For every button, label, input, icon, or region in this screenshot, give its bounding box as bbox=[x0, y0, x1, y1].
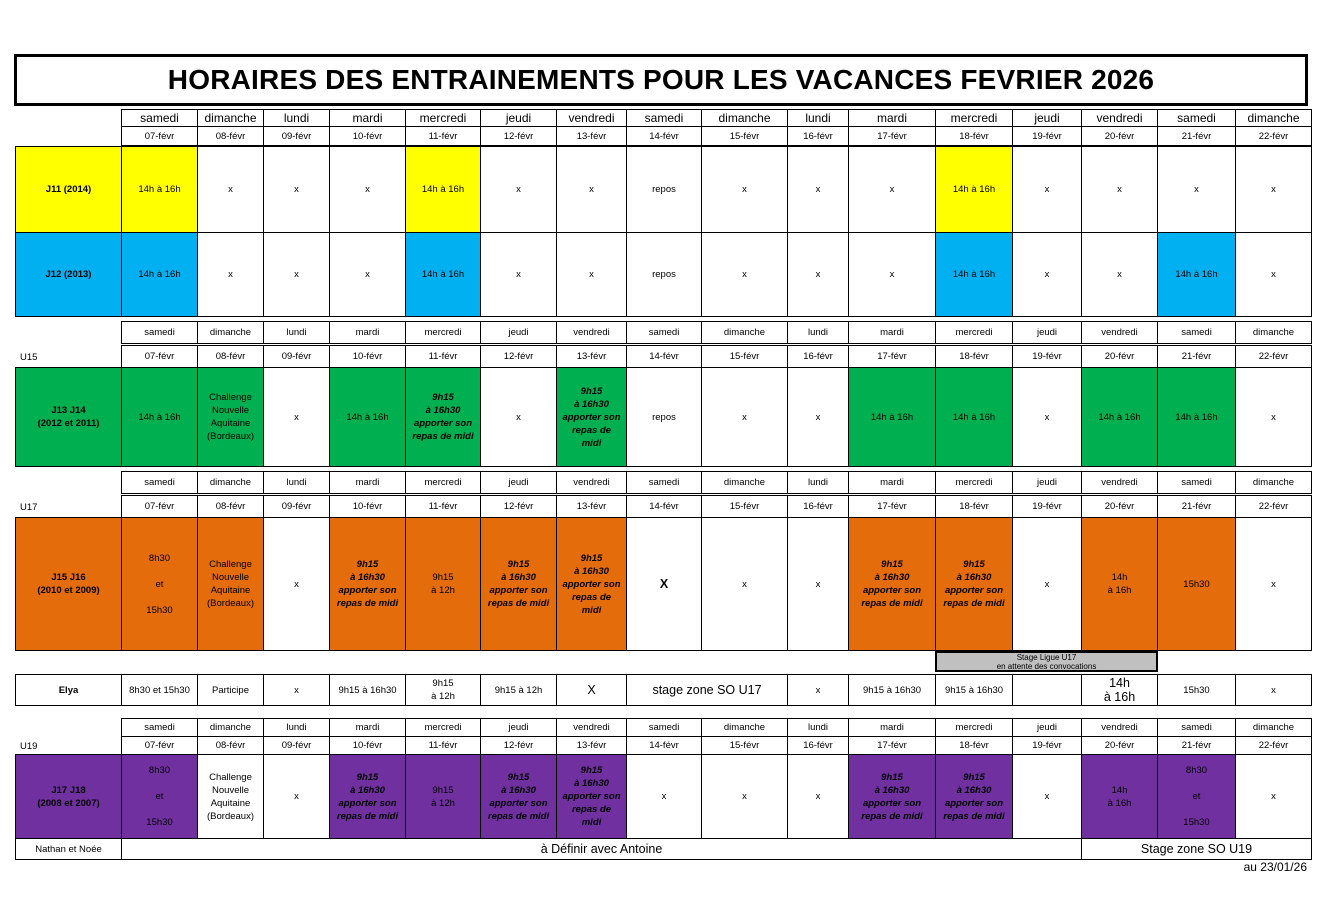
schedule-cell: stage zone SO U17 bbox=[626, 674, 788, 706]
day-header: mardi bbox=[329, 109, 406, 127]
date-header: 17-févr bbox=[848, 126, 936, 146]
day-header: lundi bbox=[263, 109, 330, 127]
schedule-cell: x bbox=[1235, 517, 1312, 651]
day-header: samedi bbox=[121, 109, 198, 127]
day-header: samedi bbox=[1157, 471, 1236, 494]
schedule-cell: x bbox=[263, 754, 330, 839]
group-label: U15 bbox=[20, 352, 38, 363]
date-header: 12-févr bbox=[480, 495, 557, 518]
day-header: lundi bbox=[263, 321, 330, 344]
team-label: J13 J14 (2012 et 2011) bbox=[15, 367, 122, 467]
schedule-cell: x bbox=[701, 232, 788, 317]
group-label: U17 bbox=[20, 502, 38, 513]
date-header: 10-févr bbox=[329, 126, 406, 146]
schedule-cell: x bbox=[480, 367, 557, 467]
day-header: mercredi bbox=[935, 109, 1013, 127]
date-header: 15-févr bbox=[701, 495, 788, 518]
date-header: 08-févr bbox=[197, 736, 264, 755]
team-label: J15 J16 (2010 et 2009) bbox=[15, 517, 122, 651]
date-header: 07-févr bbox=[121, 736, 198, 755]
day-header: mardi bbox=[848, 321, 936, 344]
day-header: mercredi bbox=[405, 321, 481, 344]
date-header: 19-févr bbox=[1012, 345, 1082, 368]
day-header: samedi bbox=[121, 471, 198, 494]
date-header: 09-févr bbox=[263, 736, 330, 755]
schedule-cell: 14h à 16h bbox=[1081, 754, 1158, 839]
day-header: dimanche bbox=[1235, 321, 1312, 344]
date-header: 13-févr bbox=[556, 495, 627, 518]
schedule-cell: X bbox=[626, 517, 702, 651]
day-header: mardi bbox=[329, 471, 406, 494]
day-header: dimanche bbox=[1235, 718, 1312, 737]
day-header: lundi bbox=[787, 109, 849, 127]
day-header: dimanche bbox=[701, 109, 788, 127]
date-header: 11-févr bbox=[405, 345, 481, 368]
day-header: mardi bbox=[848, 109, 936, 127]
schedule-cell: 14h à 16h bbox=[121, 232, 198, 317]
day-header: dimanche bbox=[1235, 471, 1312, 494]
schedule-cell: 9h15 à 16h30 apporter son repas de midi bbox=[480, 517, 557, 651]
date-header: 17-févr bbox=[848, 345, 936, 368]
date-header: 20-févr bbox=[1081, 345, 1158, 368]
day-header: vendredi bbox=[1081, 321, 1158, 344]
schedule-cell: 15h30 bbox=[1157, 674, 1236, 706]
date-header: 11-févr bbox=[405, 736, 481, 755]
schedule-cell: x bbox=[848, 232, 936, 317]
date-header: 16-févr bbox=[787, 495, 849, 518]
group-label: U19 bbox=[20, 740, 38, 752]
day-header: lundi bbox=[787, 718, 849, 737]
day-header: jeudi bbox=[1012, 718, 1082, 737]
schedule-cell: x bbox=[1012, 146, 1082, 233]
date-header: 21-févr bbox=[1157, 495, 1236, 518]
schedule-note: à Définir avec Antoine bbox=[121, 838, 1082, 860]
schedule-cell: x bbox=[263, 232, 330, 317]
schedule-cell: 14h à 16h bbox=[1081, 674, 1158, 706]
schedule-cell: 9h15 à 12h bbox=[480, 674, 557, 706]
schedule-cell: 9h15 à 16h30 bbox=[329, 674, 406, 706]
schedule-cell: 9h15 à 12h bbox=[405, 517, 481, 651]
player-label: Nathan et Noée bbox=[15, 838, 122, 860]
schedule-cell: 8h30 et 15h30 bbox=[1157, 754, 1236, 839]
day-header: mardi bbox=[329, 321, 406, 344]
date-header: 08-févr bbox=[197, 126, 264, 146]
update-date: au 23/01/26 bbox=[1243, 860, 1307, 874]
schedule-cell: Challenge Nouvelle Aquitaine (Bordeaux) bbox=[197, 754, 264, 839]
date-header: 10-févr bbox=[329, 495, 406, 518]
date-header: 22-févr bbox=[1235, 126, 1312, 146]
team-label: J17 J18 (2008 et 2007) bbox=[15, 754, 122, 839]
schedule-cell: x bbox=[787, 367, 849, 467]
date-header: 07-févr bbox=[121, 345, 198, 368]
schedule-cell: Participe bbox=[197, 674, 264, 706]
date-header: 14-févr bbox=[626, 345, 702, 368]
date-header: 10-févr bbox=[329, 345, 406, 368]
date-header: 18-févr bbox=[935, 126, 1013, 146]
date-header: 08-févr bbox=[197, 495, 264, 518]
day-header: dimanche bbox=[197, 718, 264, 737]
date-header: 15-févr bbox=[701, 736, 788, 755]
date-header: 09-févr bbox=[263, 126, 330, 146]
schedule-cell: 9h15 à 16h30 apporter son repas de midi bbox=[848, 754, 936, 839]
date-header: 11-févr bbox=[405, 495, 481, 518]
day-header: dimanche bbox=[197, 471, 264, 494]
schedule-cell: x bbox=[480, 232, 557, 317]
date-header: 20-févr bbox=[1081, 126, 1158, 146]
date-header: 07-févr bbox=[121, 126, 198, 146]
schedule-cell: 9h15 à 16h30 apporter son repas de midi bbox=[329, 517, 406, 651]
schedule-cell: x bbox=[701, 754, 788, 839]
schedule-cell: 9h15 à 16h30 apporter son repas de midi bbox=[556, 754, 627, 839]
schedule-cell: x bbox=[787, 674, 849, 706]
day-header: samedi bbox=[1157, 109, 1236, 127]
schedule-cell: x bbox=[263, 367, 330, 467]
date-header: 13-févr bbox=[556, 126, 627, 146]
day-header: samedi bbox=[1157, 321, 1236, 344]
schedule-cell: 14h à 16h bbox=[329, 367, 406, 467]
day-header: jeudi bbox=[480, 321, 557, 344]
schedule-cell: x bbox=[480, 146, 557, 233]
day-header: mardi bbox=[329, 718, 406, 737]
day-header: mercredi bbox=[935, 471, 1013, 494]
schedule-cell: x bbox=[1012, 517, 1082, 651]
schedule-cell: x bbox=[1235, 754, 1312, 839]
team-label: J11 (2014) bbox=[15, 146, 122, 233]
schedule-cell: repos bbox=[626, 232, 702, 317]
day-header: dimanche bbox=[701, 471, 788, 494]
schedule-cell: x bbox=[329, 146, 406, 233]
day-header: vendredi bbox=[556, 321, 627, 344]
day-header: samedi bbox=[626, 718, 702, 737]
schedule-cell: 9h15 à 16h30 bbox=[935, 674, 1013, 706]
date-header: 10-févr bbox=[329, 736, 406, 755]
schedule-cell: x bbox=[787, 146, 849, 233]
date-header: 09-févr bbox=[263, 495, 330, 518]
day-header: mercredi bbox=[405, 109, 481, 127]
date-header: 16-févr bbox=[787, 126, 849, 146]
schedule-cell: 8h30 et 15h30 bbox=[121, 674, 198, 706]
schedule-cell: x bbox=[1157, 146, 1236, 233]
day-header: jeudi bbox=[480, 718, 557, 737]
day-header: mercredi bbox=[405, 471, 481, 494]
schedule-cell: x bbox=[787, 517, 849, 651]
schedule-cell: x bbox=[848, 146, 936, 233]
schedule-cell: x bbox=[701, 517, 788, 651]
schedule-cell: x bbox=[263, 674, 330, 706]
schedule-cell: 9h15 à 16h30 bbox=[848, 674, 936, 706]
date-header: 22-févr bbox=[1235, 345, 1312, 368]
page-title: HORAIRES DES ENTRAINEMENTS POUR LES VACANCES FEVRIER 2026 bbox=[14, 54, 1308, 106]
date-header: 12-févr bbox=[480, 345, 557, 368]
schedule-cell: x bbox=[329, 232, 406, 317]
schedule-cell: repos bbox=[626, 367, 702, 467]
date-header: 21-févr bbox=[1157, 126, 1236, 146]
schedule-cell: Challenge Nouvelle Aquitaine (Bordeaux) bbox=[197, 367, 264, 467]
schedule-cell: 9h15 à 16h30 apporter son repas de midi bbox=[935, 754, 1013, 839]
day-header: samedi bbox=[1157, 718, 1236, 737]
day-header: dimanche bbox=[701, 321, 788, 344]
player-label: Elya bbox=[15, 674, 122, 706]
schedule-cell: 8h30 et 15h30 bbox=[121, 754, 198, 839]
date-header: 20-févr bbox=[1081, 736, 1158, 755]
schedule-cell: 9h15 à 16h30 apporter son repas de midi bbox=[935, 517, 1013, 651]
schedule-cell: 9h15 à 16h30 apporter son repas de midi bbox=[556, 367, 627, 467]
day-header: dimanche bbox=[1235, 109, 1312, 127]
date-header: 16-févr bbox=[787, 345, 849, 368]
schedule-cell: 9h15 à 12h bbox=[405, 674, 481, 706]
schedule-cell: x bbox=[1235, 232, 1312, 317]
schedule-cell: X bbox=[556, 674, 627, 706]
date-header: 15-févr bbox=[701, 126, 788, 146]
schedule-cell: 8h30 et 15h30 bbox=[121, 517, 198, 651]
date-header: 17-févr bbox=[848, 495, 936, 518]
day-header: lundi bbox=[787, 471, 849, 494]
date-header: 20-févr bbox=[1081, 495, 1158, 518]
day-header: mardi bbox=[848, 471, 936, 494]
schedule-cell: x bbox=[787, 232, 849, 317]
day-header: vendredi bbox=[556, 109, 627, 127]
day-header: samedi bbox=[121, 718, 198, 737]
stage-note: Stage Ligue U17 en attente des convocations bbox=[935, 651, 1158, 672]
day-header: jeudi bbox=[480, 109, 557, 127]
day-header: vendredi bbox=[556, 718, 627, 737]
date-header: 14-févr bbox=[626, 495, 702, 518]
schedule-cell: x bbox=[1012, 232, 1082, 317]
schedule-cell: x bbox=[556, 232, 627, 317]
schedule-cell: 14h à 16h bbox=[121, 367, 198, 467]
schedule-cell: 14h à 16h bbox=[405, 232, 481, 317]
schedule-cell: 14h à 16h bbox=[935, 232, 1013, 317]
schedule-cell: x bbox=[1012, 367, 1082, 467]
day-header: lundi bbox=[263, 471, 330, 494]
day-header: dimanche bbox=[197, 109, 264, 127]
day-header: vendredi bbox=[1081, 109, 1158, 127]
date-header: 14-févr bbox=[626, 126, 702, 146]
day-header: jeudi bbox=[1012, 109, 1082, 127]
schedule-cell: 14h à 16h bbox=[1157, 367, 1236, 467]
schedule-cell: x bbox=[556, 146, 627, 233]
schedule-cell: Challenge Nouvelle Aquitaine (Bordeaux) bbox=[197, 517, 264, 651]
date-header: 13-févr bbox=[556, 345, 627, 368]
schedule-cell: x bbox=[1012, 754, 1082, 839]
day-header: jeudi bbox=[1012, 471, 1082, 494]
date-header: 22-févr bbox=[1235, 495, 1312, 518]
date-header: 16-févr bbox=[787, 736, 849, 755]
day-header: vendredi bbox=[1081, 718, 1158, 737]
schedule-cell: x bbox=[787, 754, 849, 839]
schedule-cell: x bbox=[1235, 674, 1312, 706]
team-label: J12 (2013) bbox=[15, 232, 122, 317]
schedule-cell: x bbox=[1081, 146, 1158, 233]
date-header: 21-févr bbox=[1157, 736, 1236, 755]
day-header: dimanche bbox=[701, 718, 788, 737]
date-header: 17-févr bbox=[848, 736, 936, 755]
schedule-cell: 14h à 16h bbox=[935, 367, 1013, 467]
day-header: mercredi bbox=[935, 718, 1013, 737]
schedule-cell: 14h à 16h bbox=[1081, 517, 1158, 651]
date-header: 18-févr bbox=[935, 345, 1013, 368]
schedule-cell: 14h à 16h bbox=[121, 146, 198, 233]
day-header: lundi bbox=[263, 718, 330, 737]
day-header: samedi bbox=[121, 321, 198, 344]
date-header: 19-févr bbox=[1012, 736, 1082, 755]
date-header: 14-févr bbox=[626, 736, 702, 755]
schedule-cell: x bbox=[1235, 367, 1312, 467]
schedule-cell: 9h15 à 16h30 apporter son repas de midi bbox=[405, 367, 481, 467]
schedule-cell: 15h30 bbox=[1157, 517, 1236, 651]
day-header: jeudi bbox=[1012, 321, 1082, 344]
day-header: dimanche bbox=[197, 321, 264, 344]
schedule-cell: x bbox=[263, 146, 330, 233]
date-header: 13-févr bbox=[556, 736, 627, 755]
date-header: 18-févr bbox=[935, 736, 1013, 755]
date-header: 12-févr bbox=[480, 126, 557, 146]
schedule-cell: 9h15 à 16h30 apporter son repas de midi bbox=[848, 517, 936, 651]
day-header: samedi bbox=[626, 471, 702, 494]
schedule-cell: 14h à 16h bbox=[935, 146, 1013, 233]
day-header: samedi bbox=[626, 321, 702, 344]
schedule-cell: x bbox=[701, 146, 788, 233]
date-header: 12-févr bbox=[480, 736, 557, 755]
schedule-cell: 9h15 à 16h30 apporter son repas de midi bbox=[480, 754, 557, 839]
day-header: mercredi bbox=[405, 718, 481, 737]
day-header: samedi bbox=[626, 109, 702, 127]
date-header: 21-févr bbox=[1157, 345, 1236, 368]
date-header: 18-févr bbox=[935, 495, 1013, 518]
schedule-cell: 14h à 16h bbox=[405, 146, 481, 233]
schedule-cell: x bbox=[701, 367, 788, 467]
schedule-cell: x bbox=[1235, 146, 1312, 233]
schedule-cell: x bbox=[626, 754, 702, 839]
date-header: 22-févr bbox=[1235, 736, 1312, 755]
date-header: 09-févr bbox=[263, 345, 330, 368]
schedule-cell bbox=[1012, 674, 1082, 706]
day-header: mercredi bbox=[935, 321, 1013, 344]
schedule-cell: 9h15 à 16h30 apporter son repas de midi bbox=[556, 517, 627, 651]
date-header: 08-févr bbox=[197, 345, 264, 368]
schedule-note: Stage zone SO U19 bbox=[1081, 838, 1312, 860]
day-header: mardi bbox=[848, 718, 936, 737]
day-header: vendredi bbox=[1081, 471, 1158, 494]
date-header: 11-févr bbox=[405, 126, 481, 146]
date-header: 15-févr bbox=[701, 345, 788, 368]
schedule-cell: 9h15 à 12h bbox=[405, 754, 481, 839]
schedule-cell: 14h à 16h bbox=[848, 367, 936, 467]
schedule-cell: x bbox=[197, 232, 264, 317]
schedule-cell: 9h15 à 16h30 apporter son repas de midi bbox=[329, 754, 406, 839]
date-header: 07-févr bbox=[121, 495, 198, 518]
schedule-cell: repos bbox=[626, 146, 702, 233]
schedule-cell: 14h à 16h bbox=[1157, 232, 1236, 317]
day-header: lundi bbox=[787, 321, 849, 344]
schedule-cell: x bbox=[197, 146, 264, 233]
day-header: jeudi bbox=[480, 471, 557, 494]
schedule-cell: x bbox=[263, 517, 330, 651]
date-header: 19-févr bbox=[1012, 495, 1082, 518]
schedule-cell: x bbox=[1081, 232, 1158, 317]
day-header: vendredi bbox=[556, 471, 627, 494]
schedule-cell: 14h à 16h bbox=[1081, 367, 1158, 467]
date-header: 19-févr bbox=[1012, 126, 1082, 146]
